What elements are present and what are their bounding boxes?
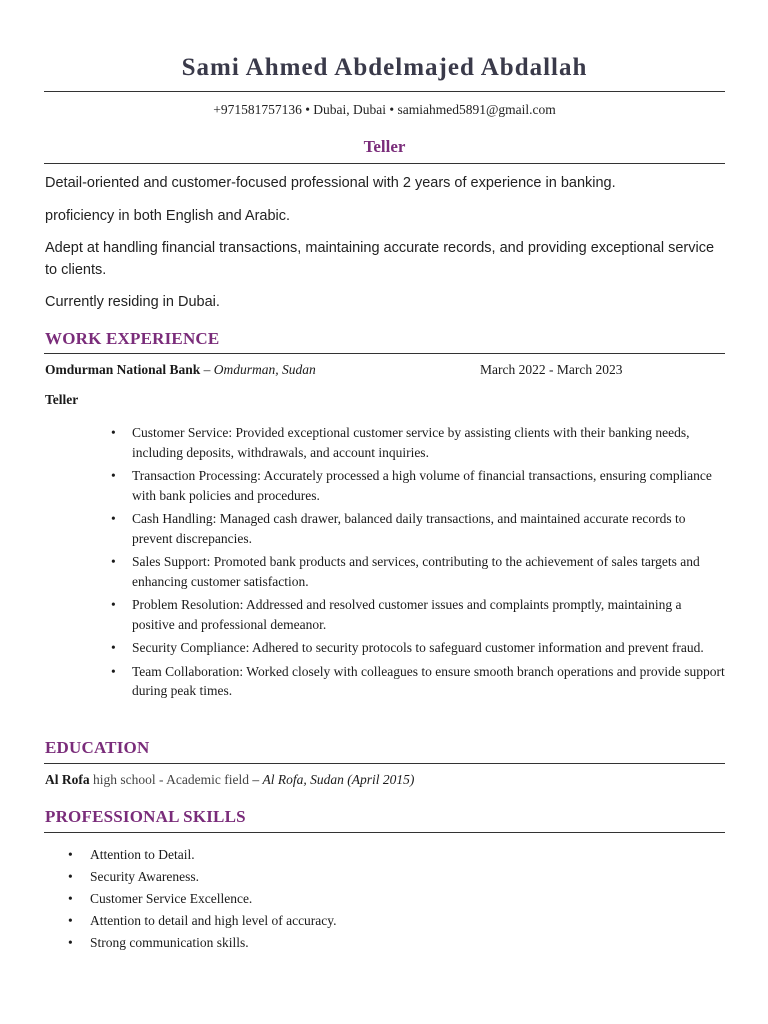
bullet-icon: • [68, 913, 73, 928]
list-item [111, 423, 726, 462]
list-item [111, 552, 726, 591]
work-experience-heading: WORK EXPERIENCE [45, 329, 220, 348]
skill-text: Attention to Detail. [90, 847, 195, 862]
bullet-icon: • [111, 554, 116, 569]
summary-line: Detail-oriented and customer-focused professional with 2 years of experience in banking. [45, 175, 616, 191]
education-entry [45, 772, 414, 788]
list-item [68, 888, 690, 910]
work-divider [44, 353, 725, 354]
skill-text: Strong communication skills. [90, 935, 249, 950]
employer-separator: – [200, 362, 214, 377]
duty-text: Sales Support: Promoted bank products and services, contributing to the achievement of sales targets and enhancing customer satisfaction. [132, 554, 700, 589]
bullet-icon: • [111, 640, 116, 655]
duty-text: Customer Service: Provided exceptional customer service by assisting clients with their banking needs, including deposits, withdrawals, and account inquiries. [132, 425, 690, 460]
name-divider [44, 91, 725, 92]
employer-location: Omdurman, Sudan [213, 362, 316, 377]
bullet-icon: • [68, 869, 73, 884]
skill-text: Customer Service Excellence. [90, 891, 253, 906]
contact-line: +971581757136 • Dubai, Dubai • samiahmed5891@gmail.com [213, 102, 556, 117]
employer-name: Omdurman National Bank [45, 362, 201, 377]
list-item [111, 466, 726, 505]
list-item [111, 509, 726, 548]
bullet-icon: • [68, 847, 73, 862]
school-detail: high school - Academic field [89, 772, 249, 787]
role-title: Teller [45, 392, 79, 407]
skill-text: Attention to detail and high level of accuracy. [90, 913, 337, 928]
list-item [111, 662, 726, 701]
bullet-icon: • [111, 468, 116, 483]
list-item [111, 638, 726, 658]
list-item [68, 932, 690, 954]
duties-list [111, 423, 726, 705]
title-divider [44, 163, 725, 164]
bullet-icon: • [111, 511, 116, 526]
bullet-icon: • [68, 935, 73, 950]
education-heading: EDUCATION [45, 738, 150, 757]
duty-text: Transaction Processing: Accurately processed a high volume of financial transactions, ensuring compliance with bank policies and procedures. [132, 468, 712, 503]
summary-line: Currently residing in Dubai. [45, 294, 220, 310]
skills-list [68, 844, 690, 954]
duty-text: Problem Resolution: Addressed and resolved customer issues and complaints promptly, maintaining a positive and professional demeanor. [132, 597, 682, 632]
bullet-icon: • [111, 425, 116, 440]
bullet-icon: • [68, 891, 73, 906]
bullet-icon: • [111, 597, 116, 612]
employment-dates: March 2022 - March 2023 [480, 362, 623, 377]
employer-line [45, 362, 316, 378]
education-divider [44, 763, 725, 764]
summary-line: proficiency in both English and Arabic. [45, 208, 291, 224]
duty-text: Security Compliance: Adhered to security protocols to safeguard customer information and prevent fraud. [132, 640, 704, 655]
list-item [68, 910, 690, 932]
education-separator: – [248, 772, 263, 787]
school-location: Al Rofa, Sudan (April 2015) [262, 772, 415, 787]
school-name: Al Rofa [45, 772, 90, 787]
list-item [68, 844, 690, 866]
professional-skills-heading: PROFESSIONAL SKILLS [45, 807, 246, 826]
duty-text: Cash Handling: Managed cash drawer, balanced daily transactions, and maintained accurate records to prevent discrepancies. [132, 511, 686, 546]
list-item [111, 595, 726, 634]
duty-text: Team Collaboration: Worked closely with colleagues to ensure smooth branch operations and provide support during peak times. [132, 663, 725, 698]
skills-divider [44, 832, 725, 833]
list-item [68, 866, 690, 888]
summary-line: Adept at handling financial transactions, maintaining accurate records, and providing exceptional service to clients. [45, 240, 715, 278]
job-title: Teller [363, 137, 406, 156]
bullet-icon: • [111, 663, 116, 679]
skill-text: Security Awareness. [90, 869, 199, 884]
candidate-name: Sami Ahmed Abdelmajed Abdallah [181, 54, 588, 81]
